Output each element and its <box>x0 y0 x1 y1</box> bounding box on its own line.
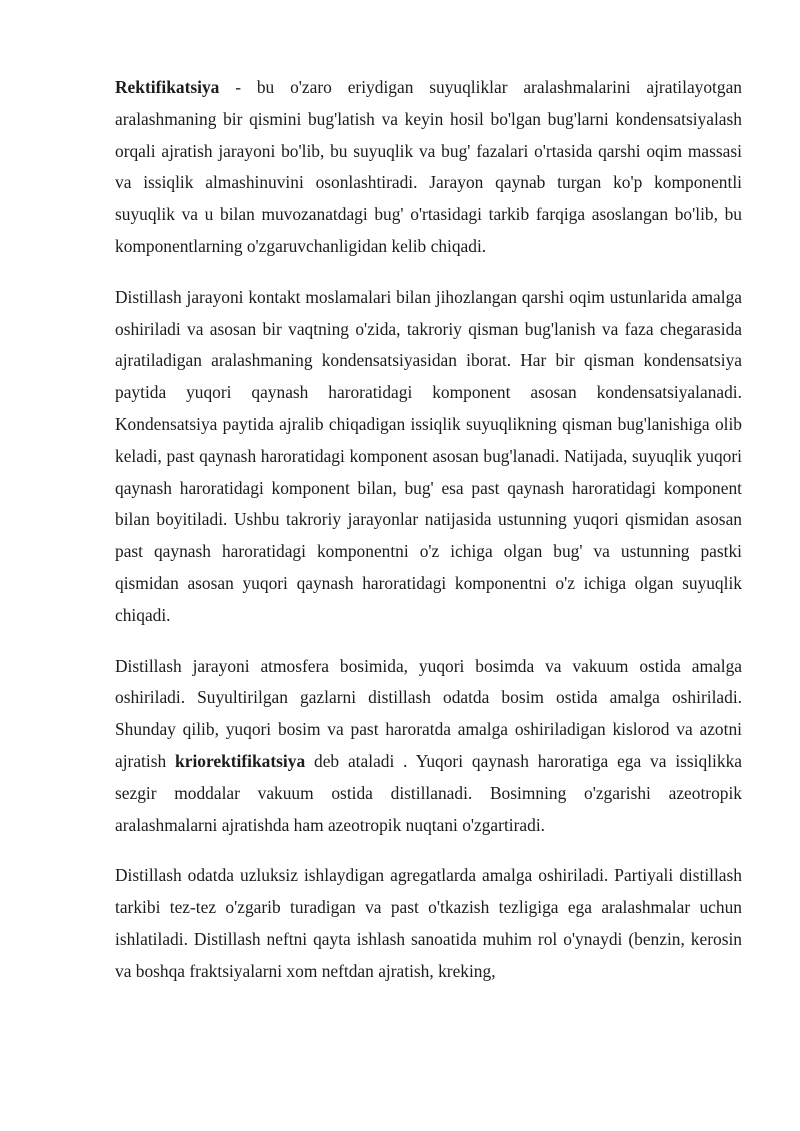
term-rektifikatsiya: Rektifikatsiya <box>115 77 220 97</box>
paragraph-text: - bu o'zaro eriydigan suyuqliklar aralashmalarini ajratilayotgan aralashmaning bir qismini bug'latish va keyin hosil bo'lgan bug'larni kondensatsiyalash orqali ajratish jarayoni bo'lib, bu suyuqlik va bug' fazalari o'rtasida qarshi oqim massasi va issiqlik almashinuvini osonlashtiradi. Jarayon qaynab turgan ko'p komponentli suyuqlik va u bilan muvozanatdagi bug' o'rtasidagi tarkib farqiga asoslangan bo'lib, bu komponentlarning o'zgaruvchanligidan kelib chiqadi. <box>115 77 742 256</box>
paragraph-distillation-pressure <box>115 651 742 842</box>
term-kriorektifikatsiya: kriorektifikatsiya <box>175 750 306 771</box>
paragraph-text: Distillash odatda uzluksiz ishlaydigan agregatlarda amalga oshiriladi. Partiyali distillash tarkibi tez-tez o'zgarib turadigan va past o'tkazish tezligiga ega aralashmalar uchun ishlatiladi. Distillash neftni qayta ishlash sanoatida muhim rol o'ynaydi (benzin, kerosin va boshqa fraktsiyalarni xom neftdan ajratish, kreking, <box>115 865 742 981</box>
paragraph-rektifikatsiya-definition <box>115 72 742 263</box>
paragraph-text: Distillash jarayoni kontakt moslamalari bilan jihozlangan qarshi oqim ustunlarida amalga oshiriladi va asosan bir vaqtning o'zida, takroriy qisman bug'lanish va faza chegarasida ajratiladigan aralashmaning kondensatsiyasidan iborat. Har bir qisman kondensatsiya paytida yuqori qaynash haroratidagi komponent asosan kondensatsiyalanadi. Kondensatsiya paytida ajralib chiqadigan issiqlik suyuqlikning qisman bug'lanishiga olib keladi, past qaynash haroratidagi komponent asosan bug'lanadi. Natijada, suyuqlik yuqori qaynash haroratidagi komponent bilan, bug' esa past qaynash haroratidagi komponent bilan boyitiladi. Ushbu takroriy jarayonlar natijasida ustunning yuqori qismidan asosan past qaynash haroratidagi komponentni o'z ichiga olgan bug' va ustunning pastki qismidan asosan yuqori qaynash haroratidagi komponentni o'z ichiga olgan suyuqlik chiqadi. <box>115 286 742 625</box>
paragraph-distillation-industry <box>115 860 742 987</box>
paragraph-text: Distillash jarayoni atmosfera bosimida, yuqori bosimda va vakuum ostida amalga oshiriladi. Suyultirilgan gazlarni distillash odatda bosim ostida amalga oshiriladi. Shunday qilib, yuqori bosim va past haroratda amalga oshiriladigan kislorod va azotni ajratish <box>115 655 742 771</box>
paragraph-text: deb ataladi . Yuqori qaynash haroratiga ega va issiqlikka sezgir moddalar vakuum ostida distillanadi. Bosimning o'zgarishi azeotropik aralashmalarni ajratishda ham azeotropik nuqtani o'zgartiradi. <box>115 750 742 835</box>
paragraph-distillation-process <box>115 282 742 632</box>
